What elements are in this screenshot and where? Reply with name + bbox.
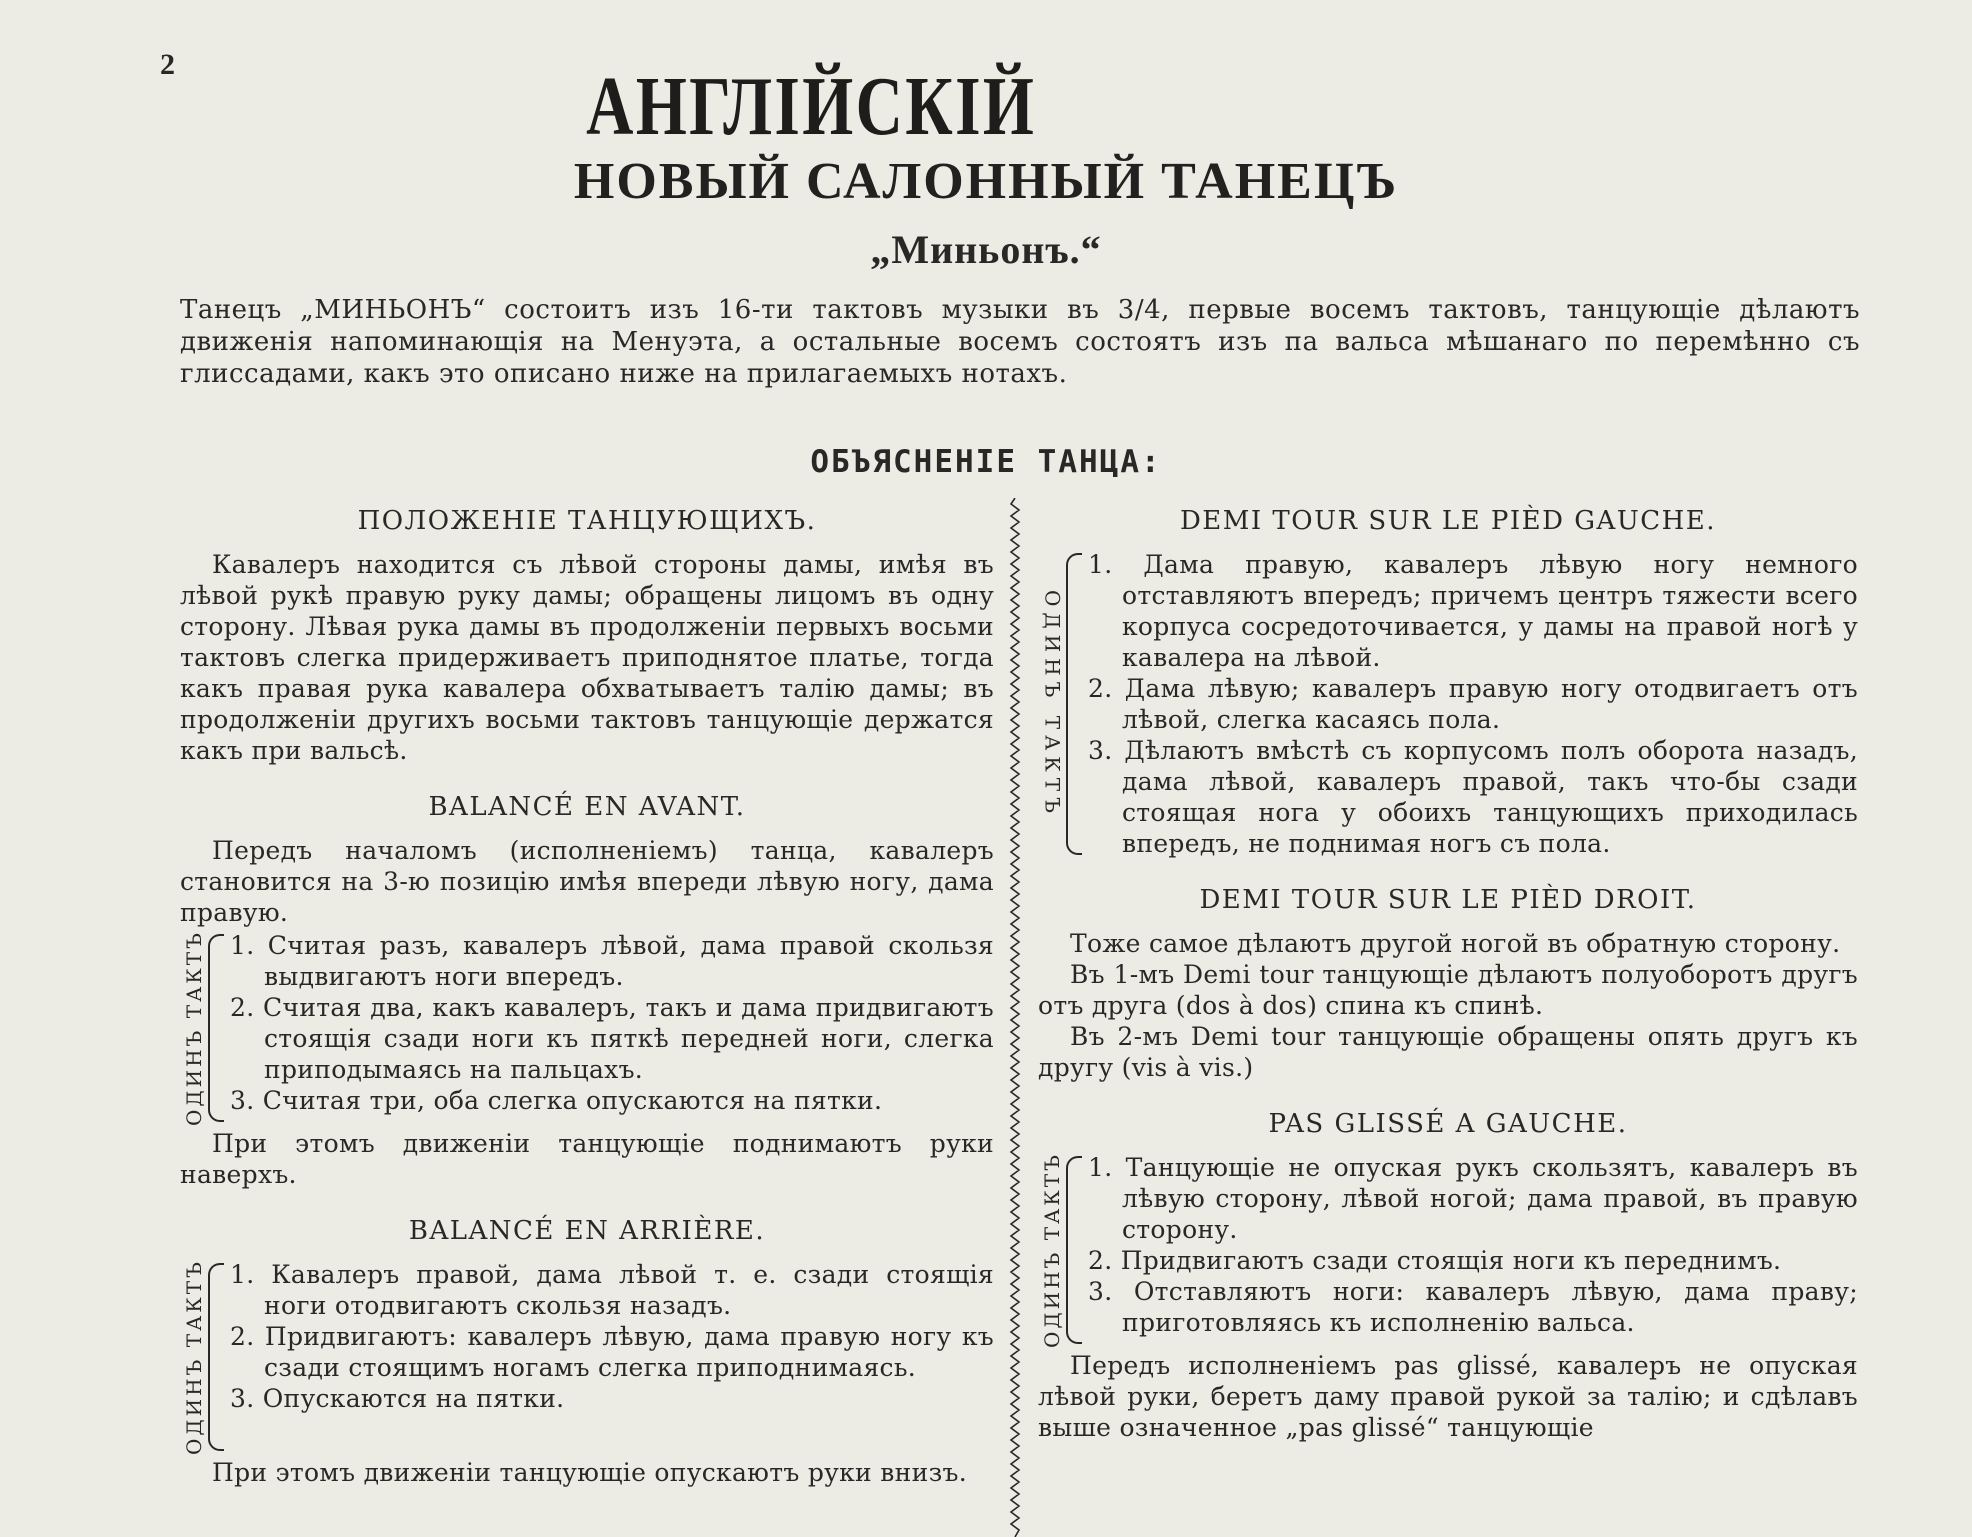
intro-text: Танецъ „МИНЬОНЪ“ состоитъ изъ 16-ти тактовъ музыки въ 3/4, первые восемъ тактовъ, танцующіе дѣлаютъ движенія напоминающія на Менуэта, а остальные восемъ состоятъ изъ па вальса мѣшанаго по перемѣнно съ глиссадами, какъ это описано ниже на прилагаемыхъ нотахъ. xyxy=(180,295,1860,389)
heading-demi-tour-droit: DEMI TOUR SUR LE PIÈD DROIT. xyxy=(1199,885,1697,915)
pas-glisse-after: Передъ исполненіемъ pas glissé, кавалеръ не опуская лѣвой руки, беретъ даму правой рукой за талію; и сдѣлавъ выше означенное „pas glissé“ танцующіе xyxy=(1038,1350,1858,1442)
heading-position: ПОЛОЖЕНІЕ ТАНЦУЮЩИХЪ. xyxy=(357,506,817,536)
balance-arriere-after: При этомъ движеніи танцующіе опускаютъ руки внизъ. xyxy=(212,1457,967,1487)
list-item: 2. Придвигаютъ сзади стоящія ноги къ переднимъ. xyxy=(1088,1246,1782,1275)
demi-tour-droit-p2: Въ 1-мъ Demi tour танцующіе дѣлаютъ полуоборотъ другъ отъ друга (dos à dos) спина къ спинѣ. xyxy=(1038,960,1858,1020)
heading-demi-tour-gauche: DEMI TOUR SUR LE PIÈD GAUCHE. xyxy=(1179,506,1717,536)
page-title: АНГЛІЙСКІЙ xyxy=(586,60,1037,153)
list-item: 2. Придвигаютъ: кавалеръ лѣвую, дама правую ногу къ сзади стоящимъ ногамъ слегка приподнимаясь. xyxy=(230,1321,994,1382)
page-subtitle: НОВЫЙ САЛОННЫЙ ТАНЕЦЪ xyxy=(573,153,1399,210)
heading-balance-avant: BALANCÉ EN AVANT. xyxy=(428,792,746,822)
intro-paragraph xyxy=(180,294,1860,390)
list-item: 1. Дама правую, кавалеръ лѣвую ногу немного отставляютъ впередъ; причемъ центръ тяжести всего корпуса сосредоточивается, у дамы на правой ногѣ у кавалера на лѣвой. xyxy=(1088,550,1858,672)
demi-tour-droit-p1: Тоже самое дѣлаютъ другой ногой въ обратную сторону. xyxy=(1070,929,1841,958)
list-item: 3. Считая три, оба слегка опускаются на пятки. xyxy=(230,1086,883,1115)
list-item: 1. Танцующіе не опуская рукъ скользятъ, кавалеръ въ лѣвую сторону, лѣвой ногой; дама правой, въ правую сторону. xyxy=(1088,1153,1858,1244)
demi-tour-droit-p3: Въ 2-мъ Demi tour танцующіе обращены опять другъ къ другу (vis à vis.) xyxy=(1038,1022,1858,1082)
balance-arriere-steps xyxy=(180,1259,994,1455)
bracket-line xyxy=(208,934,224,1122)
column-divider xyxy=(1008,498,1022,1537)
right-column xyxy=(1038,500,1858,1443)
list-item: 3. Дѣлаютъ вмѣстѣ съ корпусомъ полъ оборота назадъ, дама лѣвой, кавалеръ правой, такъ что-бы сзади стоящая нога у обоихъ танцующихъ приходилась впередъ, не поднимая ногъ съ пола. xyxy=(1088,736,1858,858)
list-item: 3. Опускаются на пятки. xyxy=(230,1383,565,1413)
heading-balance-arriere: BALANCÉ EN ARRIÈRE. xyxy=(408,1215,766,1246)
heading-pas-glisse: PAS GLISSÉ A GAUCHE. xyxy=(1268,1109,1628,1139)
balance-avant-intro: Передъ началомъ (исполненіемъ) танца, кавалеръ становится на 3-ю позицію имѣя впереди лѣвую ногу, дама правую. xyxy=(180,836,994,927)
list-item: 1. Считая разъ, кавалеръ лѣвой, дама правой скользя выдвигаютъ ноги впередъ. xyxy=(230,931,994,991)
section-heading: ОБЪЯСНЕНІЕ ТАНЦА: xyxy=(810,444,1162,480)
balance-avant-after: При этомъ движеніи танцующіе поднимаютъ руки наверхъ. xyxy=(180,1128,994,1189)
demi-tour-gauche-steps xyxy=(1038,549,1858,859)
position-text: Кавалеръ находится съ лѣвой стороны дамы, имѣя въ лѣвой рукѣ правую руку дамы; обращены лицомъ въ одну сторону. Лѣвая рука дамы въ продолженіи первыхъ восьми тактовъ слегка придерживаетъ приподнятое платье, тогда какъ правая рука кавалера обхватываетъ талію дамы; въ продолженіи другихъ восьми тактовъ танцующіе держатся какъ при вальсѣ. xyxy=(180,550,994,765)
bracket-line xyxy=(208,1263,224,1451)
list-item: 1. Кавалеръ правой, дама лѣвой т. е. сзади стоящія ноги отодвигаютъ скользя назадъ. xyxy=(230,1259,994,1320)
bracket-line xyxy=(1066,1156,1082,1344)
bracket-line xyxy=(1066,553,1082,855)
list-item: 2. Дама лѣвую; кавалеръ правую ногу отодвигаетъ отъ лѣвой, слегка касаясь пола. xyxy=(1088,674,1858,734)
dance-name: „Миньонъ.“ xyxy=(870,227,1102,272)
page-number: 2 xyxy=(160,48,175,81)
left-column xyxy=(180,500,994,1488)
list-item: 2. Считая два, какъ кавалеръ, такъ и дама придвигаютъ стоящія сзади ноги къ пяткѣ передней ноги, слегка приподымаясь на пальцахъ. xyxy=(230,993,994,1084)
bracket-label: ОДИНЪ ТАКТЪ xyxy=(1040,589,1065,819)
bracket-label: ОДИНЪ ТАКТЪ xyxy=(1039,1152,1064,1348)
bracket-label: ОДИНЪ ТАКТЪ xyxy=(181,1258,206,1455)
list-item: 3. Отставляютъ ноги: кавалеръ лѣвую, дама праву; приготовляясь къ исполненію вальса. xyxy=(1088,1277,1858,1337)
bracket-label: ОДИНЪ ТАКТЪ xyxy=(181,930,206,1126)
balance-avant-steps xyxy=(180,930,994,1126)
pas-glisse-steps xyxy=(1038,1152,1858,1348)
